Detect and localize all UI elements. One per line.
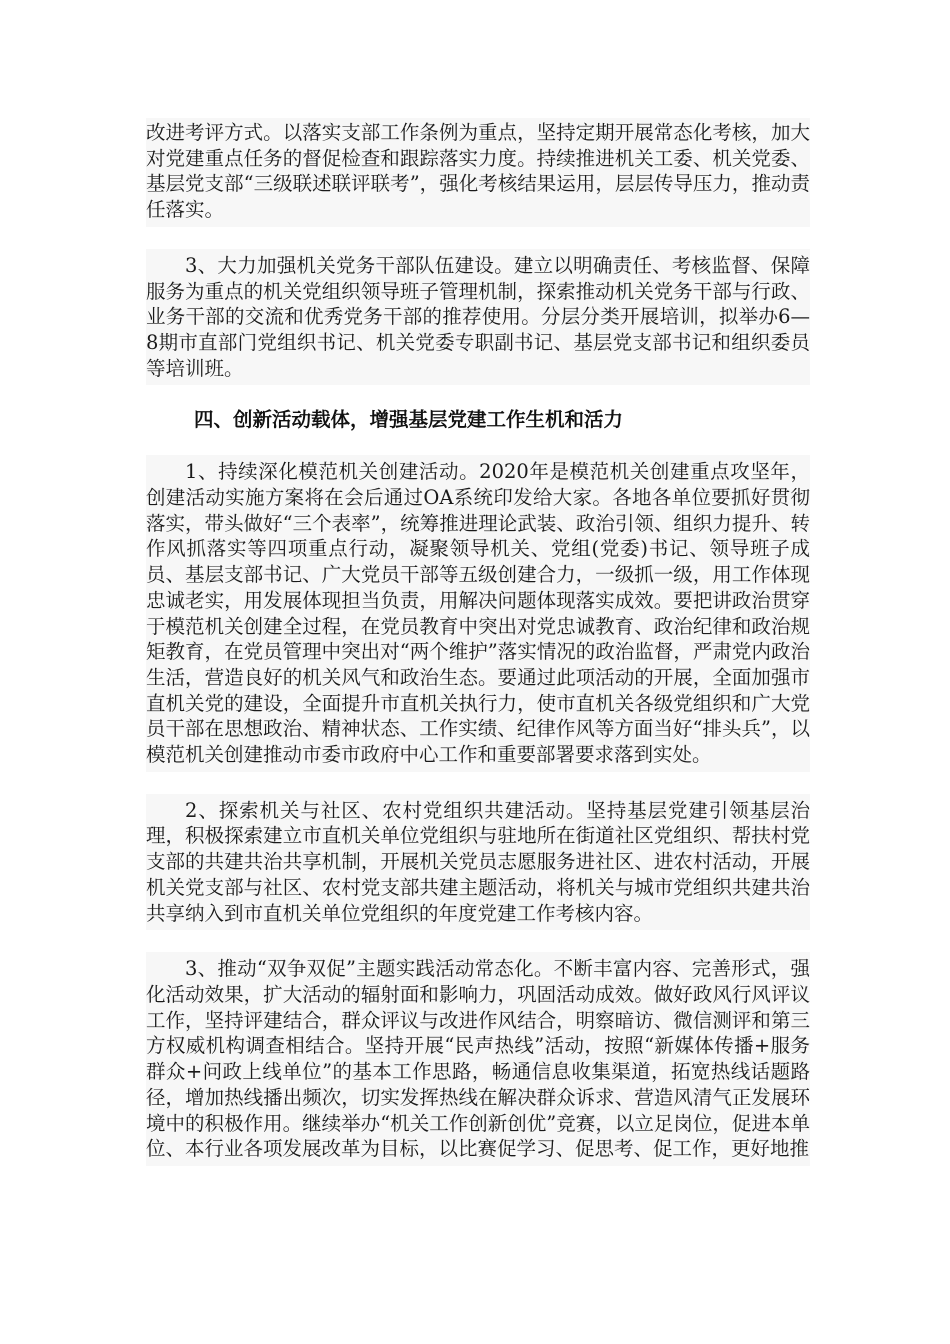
paragraph-assessment-method: 改进考评方式。以落实支部工作条例为重点，坚持定期开展常态化考核，加大对党建重点任务的督促检查和跟踪落实力度。持续推进机关工委、机关党委、基层党支部“三级联述联评联考”，强化考核结果运用，层层传导压力，推动责任落实。 <box>146 118 810 227</box>
paragraph-community-co-building: 2、探索机关与社区、农村党组织共建活动。坚持基层党建引领基层治理，积极探索建立市直机关单位党组织与驻地所在街道社区党组织、帮扶村党支部的共建共治共享机制，开展机关党员志愿服务进社区、进农村活动，开展机关党支部与社区、农村党支部共建主题活动，将机关与城市党组织共建共治共享纳入到市直机关单位党组织的年度党建工作考核内容。 <box>146 794 810 931</box>
paragraph-gap <box>146 772 810 794</box>
paragraph-gap <box>146 433 810 455</box>
paragraph-model-organ-campaign: 1、持续深化模范机关创建活动。2020年是模范机关创建重点攻坚年，创建活动实施方案将在会后通过OA系统印发给大家。各地各单位要抓好贯彻落实，带头做好“三个表率”，统筹推进理论武装、政治引领、组织力提升、转作风抓落实等四项重点行动，凝聚领导机关、党组(党委)书记、领导班子成员、基层支部书记、广大党员干部等五级创建合力，一级抓一级，用工作体现忠诚老实，用发展体现担当负责，用解决问题体现落实成效。要把讲政治贯穿于模范机关创建全过程，在党员教育中突出对党忠诚教育、政治纪律和政治规矩教育，在党员管理中突出对“两个维护”落实情况的政治监督，严肃党内政治生活，营造良好的机关风气和政治生态。要通过此项活动的开展，全面加强市直机关党的建设，全面提升市直机关执行力，使市直机关各级党组织和广大党员干部在思想政治、精神状态、工作实绩、纪律作风等方面当好“排头兵”，以模范机关创建推动市委市政府中心工作和重要部署要求落到实处。 <box>146 455 810 771</box>
paragraph-double-competition: 3、推动“双争双促”主题实践活动常态化。不断丰富内容、完善形式，强化活动效果，扩大活动的辐射面和影响力，巩固活动成效。做好政风行风评议工作，坚持评建结合，群众评议与改进作风结合，明察暗访、微信测评和第三方权威机构调查相结合。坚持开展“民声热线”活动，按照“新媒体传播+服务群众+问政上线单位”的基本工作思路，畅通信息收集渠道，拓宽热线话题路径，增加热线播出频次，切实发挥热线在解决群众诉求、营造风清气正发展环境中的积极作用。继续举办“机关工作创新创优”竞赛，以立足岗位，促进本单位、本行业各项发展改革为目标，以比赛促学习、促思考、促工作，更好地推 <box>146 952 810 1166</box>
paragraph-gap <box>146 227 810 249</box>
paragraph-gap <box>146 930 810 952</box>
paragraph-party-cadre-team: 3、大力加强机关党务干部队伍建设。建立以明确责任、考核监督、保障服务为重点的机关党组织领导班子管理机制，探索推动机关党务干部与行政、业务干部的交流和优秀党务干部的推荐使用。分层分类开展培训，拟举办6—8期市直部门党组织书记、机关党委专职副书记、基层党支部书记和组织委员等培训班。 <box>146 249 810 386</box>
section-heading-four: 四、创新活动载体，增强基层党建工作生机和活力 <box>194 408 624 432</box>
document-body <box>146 118 810 1166</box>
paragraph-gap <box>146 385 810 407</box>
